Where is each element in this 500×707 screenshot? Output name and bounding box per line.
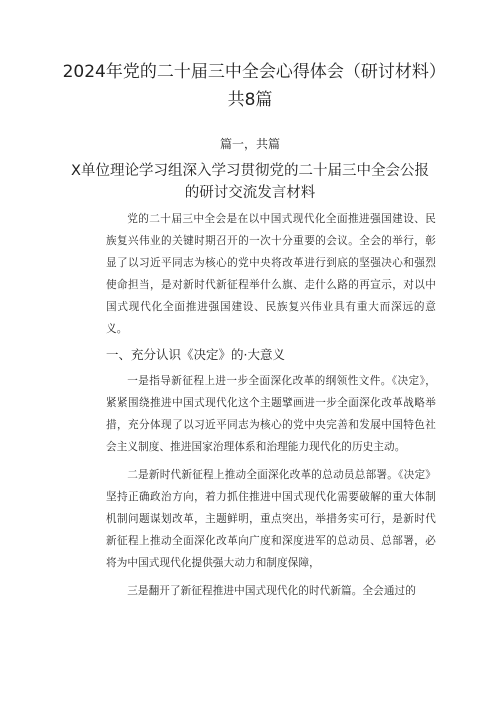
paragraph-point-three: 三是翻开了新征程推进中国式现代化的时代新篇。全会通过的 <box>127 585 416 597</box>
document-title: 2024年党的二十届三中全会心得体会（研讨材料）共8篇 <box>62 62 438 110</box>
paragraph-point-one: 一是指导新征程上进一步全面深化改革的纲领性文件。《决定》，紧紧围绕推进中国式现代化这个主题擘画进一步全面深化改革战略举措，充分体现了以习近平同志为核心的党中央完善和发展中国特色社会主义制度、推进国家治理体系和治理能力现代化的历史主动。 <box>106 375 436 453</box>
section-label: 篇一，共篇 <box>219 137 280 151</box>
paragraph-intro: 党的二十届三中全会是在以中国式现代化全面推进强国建设、民族复兴伟业的关键时期召开的一次十分重要的会议。全会的举行，彰显了以习近平同志为核心的党中央将改革进行到底的坚强决心和强烈使命担当，是对新时代新征程举什么旗、走什么路的再宣示，对以中国式现代化全面推进强国建设、民族复兴伟业具有重大而深远的意义。 <box>106 213 436 335</box>
section-title: X单位理论学习组深入学习贯彻党的二十届三中全会公报的研讨交流发言材料 <box>71 163 429 201</box>
paragraph-point-two: 二是新时代新征程上推动全面深化改革的总动员总部署。《决定》坚持正确政治方向，着力抓住推进中国式现代化需要破解的重大体制机制问题谋划改革，主题鲜明，重点突出，举措务实可行，是新时代新征程上推动全面深化改革向广度和深度进军的总动员、总部署，必将为中国式现代化提供强大动力和制度保障， <box>106 469 436 569</box>
heading-one: 一、充分认识《决定》的·大意义 <box>106 347 285 362</box>
